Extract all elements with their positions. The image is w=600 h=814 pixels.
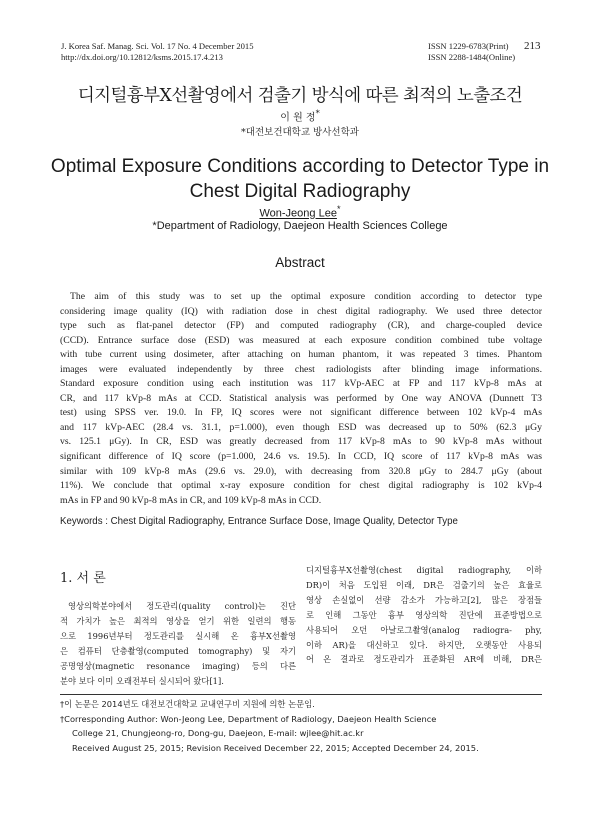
body-line: 적 가치가 높은 최적의 영상을 얻기 위한 일련의 행동	[60, 615, 296, 626]
body-line: DR)이 처음 도입된 이래, DR은 검출기의 높은 효율로	[306, 579, 542, 590]
body-line: 영상의학분야에서 정도관리(quality control)는 진단	[68, 601, 296, 611]
issn-block	[428, 41, 515, 63]
korean-title: 디지털흉부X선촬영에서 검출기 방식에 따른 최적의 노출조건	[77, 86, 523, 106]
page-number: 213	[524, 40, 541, 52]
abstract-line: type such as flat-panel detector (FP) and computed radiography (CR), and charge-coupled device	[60, 320, 542, 332]
abstract-heading: Abstract	[275, 255, 325, 270]
journal-citation	[61, 41, 254, 63]
body-column-right	[306, 563, 542, 667]
corresponding-author-note: †Corresponding Author: Won-Jeong Lee, Department of Radiology, Daejeon Health Science	[60, 713, 437, 724]
abstract-line: and 117 kVp-AEC (28.4 vs. 31.1, p=1.000), even though ESD was decreased up to 50% (62.3 μGy	[60, 421, 542, 433]
footnotes	[60, 697, 542, 755]
abstract-line: similar with 109 kVp-8 mAs (29.6 vs. 29.0), with decreasing from 320.8 μGy to 284.7 μGy (about	[60, 465, 542, 477]
body-line: 은 컴퓨터 단층촬영(computed tomography) 및 자기	[60, 645, 296, 656]
body-line: 디지털흉부X선촬영(chest digital radiography, 이하	[306, 565, 542, 575]
corresponding-author-address: College 21, Chungjeong-ro, Dong-gu, Daejeon, E-mail: wjlee@hit.ac.kr	[72, 728, 364, 739]
doi-line[interactable]: http://dx.doi.org/10.12812/ksms.2015.17.4.213	[61, 52, 223, 62]
issn-print: ISSN 1229-6783(Print)	[428, 41, 509, 51]
abstract-line: images were evaluated independently by three chest radiologists after blinding image informations.	[60, 363, 542, 375]
abstract-line: test) using SPSS ver. 19.0. In FP, IQ scores were not significant difference between 102 kVp-4 mAs	[60, 407, 542, 419]
english-author-name: Won-Jeong Lee	[259, 207, 337, 220]
abstract-line: mAs in FP and 90 kVp-8 mAs in CR, and 109 kVp-8 mAs in CCD.	[60, 494, 322, 506]
keywords: Keywords : Chest Digital Radiography, Entrance Surface Dose, Image Quality, Detector Type	[60, 516, 458, 527]
footnote-divider	[60, 694, 542, 695]
body-line: 로 인해 그동안 흉부 영상의학 진단에 표준방법으로	[306, 609, 542, 620]
abstract-line: CR, and 117 kVp-8 mAs at CCD. Statistical analysis was performed by One way ANOVA (Dunnett T3	[60, 392, 542, 404]
body-line: 분야 보다 이미 오래전부터 실시되어 왔다[1].	[60, 675, 224, 686]
body-line: 이하 AR)을 대신하고 있다. 하지만, 오랫동안 사용되	[306, 639, 542, 650]
english-author-mark: *	[336, 204, 341, 214]
english-title	[0, 154, 600, 204]
abstract-line: 11%). We conclude that optimal x-ray exposure condition for chest digital radiography is 102 kVp-4	[60, 480, 542, 492]
body-line: 사용되어 오던 아날로그촬영(analog radiogra- phy,	[306, 624, 542, 635]
abstract-body	[60, 290, 542, 508]
korean-author	[0, 108, 600, 123]
english-title-line-1: Optimal Exposure Conditions according to Detector Type in	[50, 156, 550, 177]
body-line: 영상 손실없이 선량 감소가 가능하고[2], 많은 장점들	[306, 594, 542, 605]
body-line: 공명영상(magnetic resonance imaging) 등의 다른	[60, 660, 296, 671]
body-line: 어 온 결과로 정도관리가 표준화된 AR에 비해, DR은	[306, 654, 542, 665]
issn-online: ISSN 2288-1484(Online)	[428, 52, 516, 62]
korean-author-name: 이 원 정	[280, 112, 316, 124]
received-dates: Received August 25, 2015; Revision Received December 22, 2015; Accepted December 24, 2015.	[72, 742, 479, 753]
abstract-line: considering image quality (IQ) with radiation dose in chest digital radiography. We used three detector	[60, 305, 542, 317]
section-heading: 1. 서 론	[60, 571, 106, 586]
korean-affiliation: *대전보건대학교 방사선학과	[241, 127, 359, 138]
abstract-line: significant difference of IQ score (p=1.000, 24.6 vs. 19.5). In CCD, IQ score of 117 kVp-8 mAs was	[60, 451, 542, 463]
korean-author-mark: *	[315, 108, 320, 118]
english-author	[0, 204, 600, 220]
abstract-line: Standard exposure condition using each institution was 117 kVp-AEC at FP and 117 kVp-8 mAs at	[60, 378, 542, 390]
body-column-left	[60, 599, 296, 688]
body-line: 으로 1996년부터 정도관리를 실시해 온 흉부X선촬영	[60, 630, 296, 641]
funding-note: †이 논문은 2014년도 대전보건대학교 교내연구비 지원에 의한 논문임.	[60, 699, 315, 709]
abstract-line: vs. 125.1 μGy). In CR, ESD was greatly decreased from 117 kVp-8 mAs to 90 kVp-8 mAs without	[60, 436, 542, 448]
journal-volume-line: J. Korea Saf. Manag. Sci. Vol. 17 No. 4 December 2015	[61, 41, 254, 51]
abstract-line: (CCD). Entrance surface dose (ESD) was measured at each exposure condition combined tube voltage	[60, 334, 542, 346]
abstract-line: with tube current using dosimeter, after attaching on human phantom, it was repeated 3 times. Phantom	[60, 349, 542, 361]
english-title-line-2: Chest Digital Radiography	[189, 181, 411, 202]
abstract-line: The aim of this study was to set up the optimal exposure condition according to detector type	[70, 291, 542, 302]
english-affiliation: *Department of Radiology, Daejeon Health Sciences College	[152, 220, 448, 232]
